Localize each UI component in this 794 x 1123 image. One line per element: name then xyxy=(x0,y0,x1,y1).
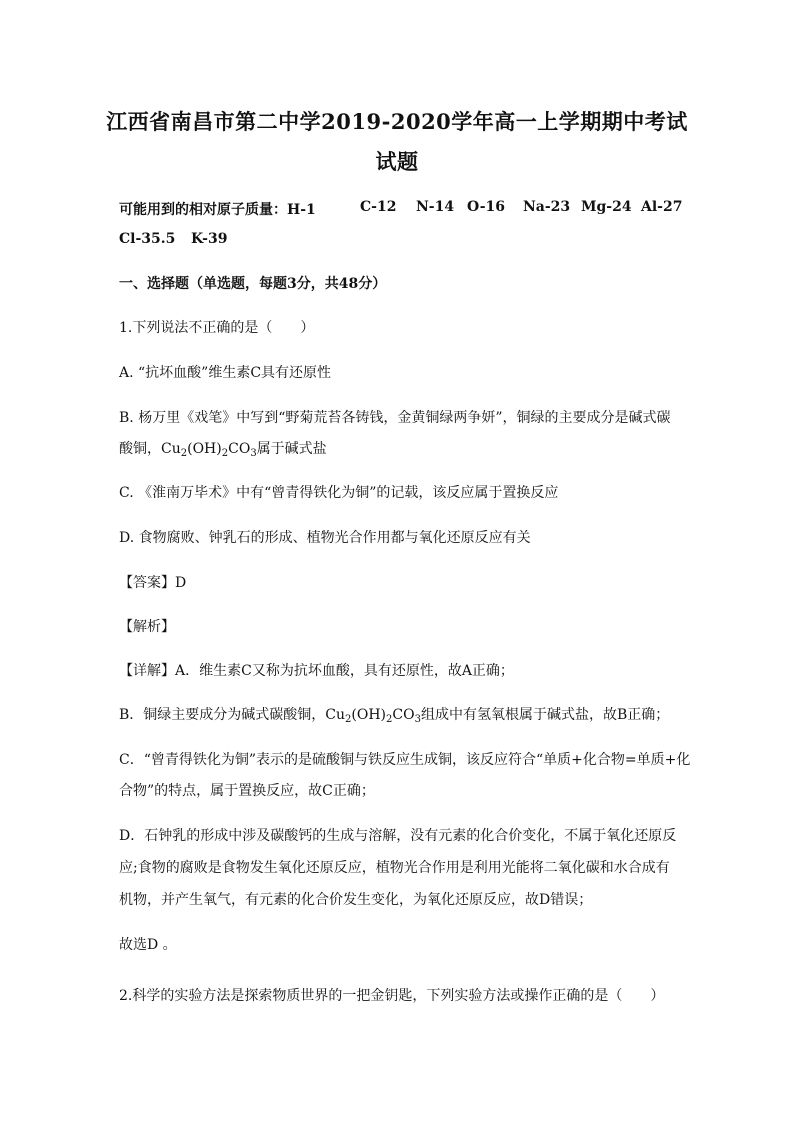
detail-a: 【详解】A．维生素C又称为抗坏血酸，具有还原性，故A正确； xyxy=(119,663,514,679)
document-title-continued: 试题 xyxy=(375,149,419,174)
formula-text: (OH) xyxy=(351,707,387,723)
question-1-option-a: A. “抗坏血酸”维生素C具有还原性 xyxy=(119,365,332,381)
atomic-mass-potassium: K-39 xyxy=(191,231,228,247)
detail-d: D．石钟乳的形成中涉及碳酸钙的生成与溶解，没有元素的化合价变化，不属于氧化还原反 xyxy=(119,828,677,844)
question-2-stem: 2.科学的实验方法是探索物质世界的一把金钥匙，下列实验方法或操作正确的是（ ） xyxy=(119,988,665,1004)
detail-d-continued: 应;食物的腐败是食物发生氧化还原反应，植物光合作用是利用光能将二氧化碳和水合成有 xyxy=(119,860,670,876)
detail-d-continued-2: 机物，并产生氧气，有元素的化合价发生变化，为氧化还原反应，故D错误； xyxy=(119,892,593,908)
detail-c-continued: 合物”的特点，属于置换反应，故C正确； xyxy=(119,783,375,799)
formula-text: CO xyxy=(228,441,251,457)
subscript: 3 xyxy=(250,448,257,459)
formula-text: 酸铜，Cu xyxy=(119,441,181,457)
atomic-mass-oxygen: O-16 xyxy=(467,199,506,215)
atomic-mass-carbon: C-12 xyxy=(360,199,397,215)
answer: 【答案】D xyxy=(119,575,187,591)
atomic-mass-sodium: Na-23 xyxy=(523,199,571,215)
atomic-mass-nitrogen: N-14 xyxy=(416,199,455,215)
atomic-mass-label: 可能用到的相对原子质量：H-1 xyxy=(119,202,316,218)
subscript: 2 xyxy=(221,448,229,459)
section-heading: 一、选择题（单选题，每题3分，共48分） xyxy=(119,276,387,292)
subscript: 2 xyxy=(180,448,188,459)
question-1-option-c: C. 《淮南万毕术》中有“曾青得铁化为铜”的记载，该反应属于置换反应 xyxy=(119,485,559,501)
formula-text: (OH) xyxy=(187,441,222,457)
formula-text: CO xyxy=(392,707,415,723)
atomic-mass-chlorine: Cl-35.5 xyxy=(119,231,176,247)
subscript: 2 xyxy=(386,714,393,725)
formula-text: 属于碱式盐 xyxy=(256,441,327,457)
subscript: 3 xyxy=(414,714,421,725)
atomic-mass-row-2 xyxy=(119,231,679,251)
subscript: 2 xyxy=(345,714,352,725)
question-1-stem: 1.下列说法不正确的是（ ） xyxy=(119,320,315,336)
conclusion: 故选D 。 xyxy=(119,937,177,953)
question-1-option-d: D. 食物腐败、钟乳石的形成、植物光合作用都与氧化还原反应有关 xyxy=(119,530,531,546)
formula-text: B．铜绿主要成分为碱式碳酸铜，Cu xyxy=(119,707,346,723)
atomic-mass-magnesium: Mg-24 xyxy=(581,199,632,215)
detail-b xyxy=(119,705,679,725)
question-1-option-b: B. 杨万里《戏笔》中写到“野菊荒苔各铸钱，金黄铜绿两争妍”，铜绿的主要成分是碱式碳 xyxy=(119,410,671,426)
detail-c: C．“曾青得铁化为铜”表示的是硫酸铜与铁反应生成铜，该反应符合“单质+化合物=单质+化 xyxy=(119,752,691,768)
question-1-option-b-continued xyxy=(119,439,679,459)
formula-text: 组成中有氢氧根属于碱式盐，故B正确； xyxy=(420,707,670,723)
analysis-label: 【解析】 xyxy=(119,619,175,635)
document-title: 江西省南昌市第二中学2019-2020学年高一上学期期中考试 xyxy=(106,109,688,134)
atomic-mass-aluminium: Al-27 xyxy=(641,199,683,215)
atomic-mass-row xyxy=(119,199,683,219)
